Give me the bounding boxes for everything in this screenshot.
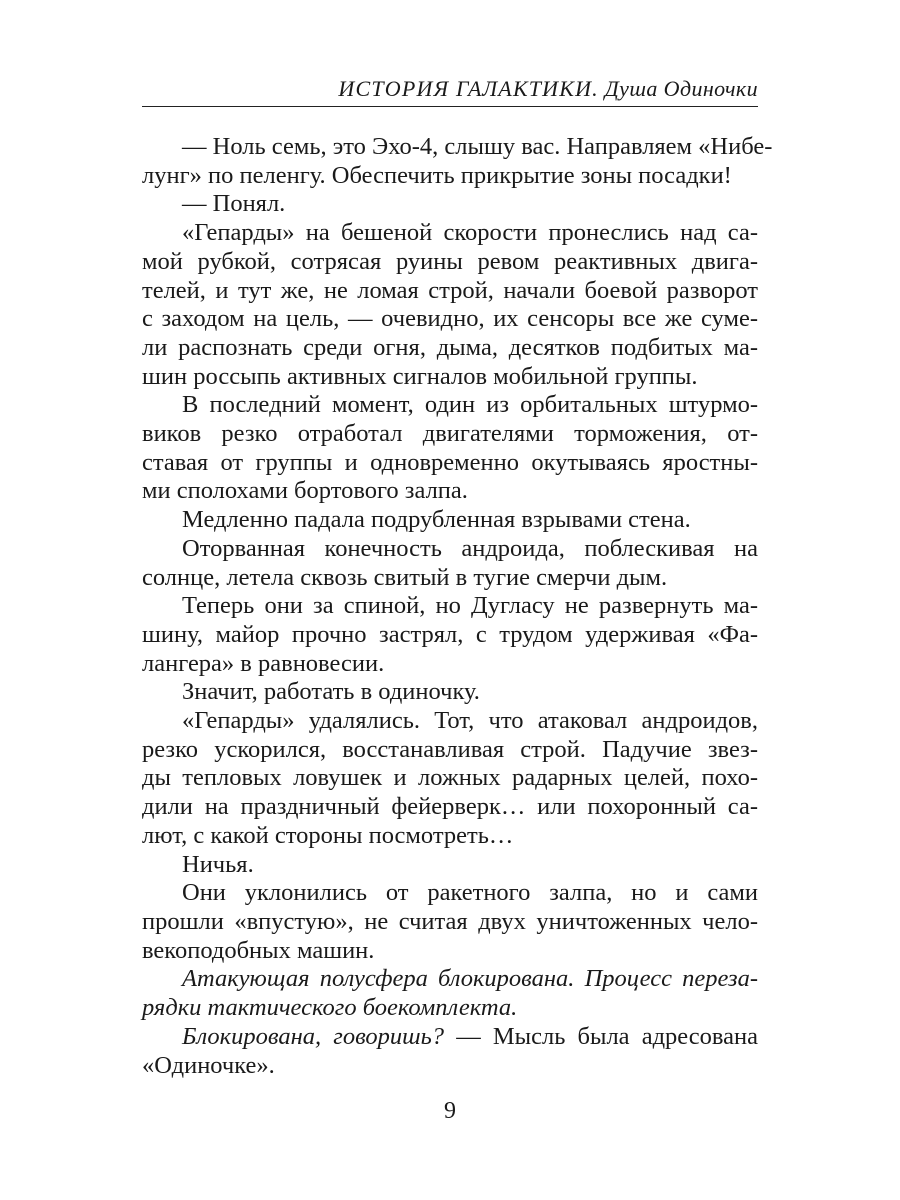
text-line [142, 1023, 758, 1052]
text-line: векоподобных машин. [142, 936, 375, 964]
italic-paragraph [142, 965, 758, 1022]
text-line: прошли «впустую», не считая двух уничтоженных чело- [142, 907, 758, 935]
paragraph [142, 190, 758, 219]
text-line: ли распознать среди огня, дыма, десятков подбитых ма- [142, 333, 758, 361]
paragraph [142, 391, 758, 506]
text-line: солнце, летела сквозь свитый в тугие смерчи дым. [142, 563, 668, 591]
text-line: «Одиночке». [142, 1051, 275, 1079]
book-title: Душа Одиночки [604, 76, 758, 101]
paragraph [142, 678, 758, 707]
text-line: Значит, работать в одиночку. [182, 678, 480, 706]
text-line: дили на праздничный фейерверк… или похоронный са- [142, 793, 758, 821]
text-line: Медленно падала подрубленная взрывами стена. [182, 506, 691, 534]
text-line: с заходом на цель, — очевидно, их сенсоры все же суме- [142, 305, 758, 333]
main-text [142, 133, 773, 1080]
paragraph [142, 851, 758, 880]
series-title: ИСТОРИЯ ГАЛАКТИКИ. [338, 76, 599, 101]
text-line: «Гепарды» удалялись. Тот, что атаковал андроидов, [182, 707, 758, 735]
paragraph [142, 219, 758, 391]
paragraph [142, 592, 758, 678]
text-line: — Понял. [182, 190, 286, 218]
text-line: ми сполохами бортового залпа. [142, 477, 468, 505]
text-line: Ничья. [182, 850, 254, 878]
text-line: Атакующая полусфера блокирована. Процесс переза- [182, 965, 758, 993]
text-line: мой рубкой, сотрясая руины ревом реактивных двига- [142, 247, 758, 275]
paragraph [142, 133, 773, 190]
text-line: В последний момент, один из орбитальных штурмо- [182, 391, 758, 419]
paragraph [142, 1023, 758, 1080]
text-line: ды тепловых ловушек и ложных радарных целей, похо- [142, 764, 758, 792]
text-line: рядки тактического боекомплекта. [142, 994, 518, 1022]
text-line: Оторванная конечность андроида, поблескивая на [182, 534, 758, 562]
italic-thought: Блокирована, говоришь? [182, 1022, 445, 1050]
text-line: ставая от группы и одновременно окутываясь яростны- [142, 448, 758, 476]
paragraph [142, 879, 758, 965]
running-head [142, 76, 758, 107]
text-line: лангера» в равновесии. [142, 649, 385, 677]
text-line: лунг» по пеленгу. Обеспечить прикрытие зоны посадки! [142, 161, 732, 189]
text-line: шину, майор прочно застрял, с трудом удерживая «Фа- [142, 620, 758, 648]
text-line: «Гепарды» на бешеной скорости пронеслись над са- [182, 219, 758, 247]
text-fragment: — Мысль была адресована [444, 1022, 758, 1050]
text-line: Теперь они за спиной, но Дугласу не развернуть ма- [182, 592, 758, 620]
paragraph [142, 506, 758, 535]
paragraph [142, 707, 758, 851]
text-line: Они уклонились от ракетного залпа, но и сами [182, 879, 758, 907]
text-line: резко ускорился, восстанавливая строй. Падучие звез- [142, 735, 758, 763]
text-line: лют, с какой стороны посмотреть… [142, 821, 514, 849]
text-line: шин россыпь активных сигналов мобильной группы. [142, 362, 698, 390]
page-number: 9 [444, 1098, 456, 1124]
text-line: виков резко отработал двигателями торможения, от- [142, 420, 758, 448]
paragraph [142, 535, 758, 592]
text-line: — Ноль семь, это Эхо-4, слышу вас. Направляем «Нибе- [182, 133, 773, 160]
text-line: телей, и тут же, не ломая строй, начали боевой разворот [142, 276, 758, 304]
